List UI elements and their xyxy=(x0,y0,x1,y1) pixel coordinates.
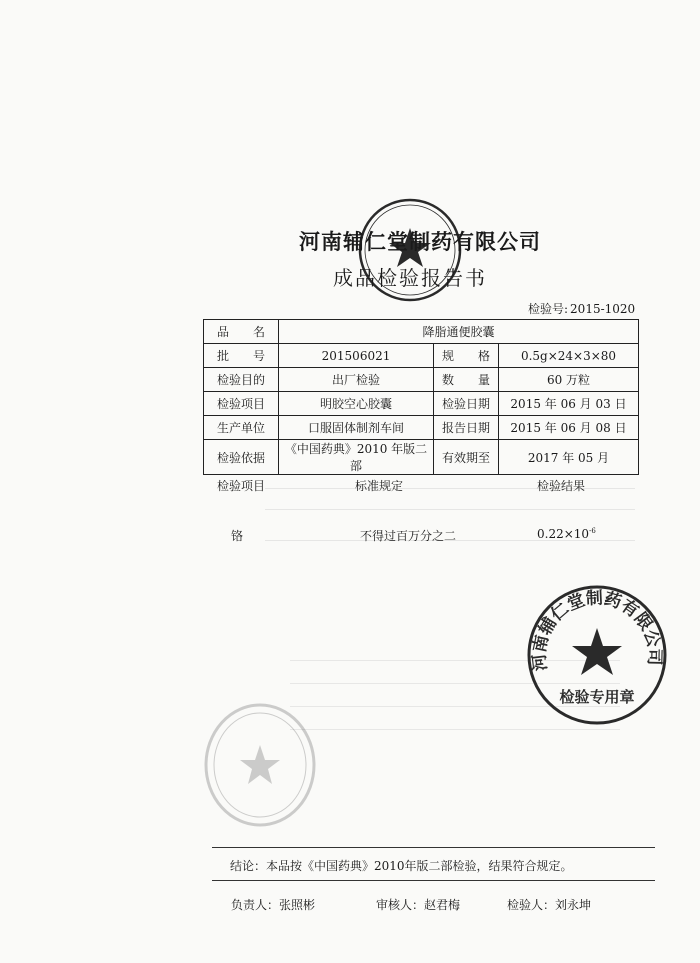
seal-sub-text: 检验专用章 xyxy=(559,688,635,706)
result-standard: 不得过百万分之二 xyxy=(360,529,457,543)
product-info-table xyxy=(203,319,639,475)
table-row xyxy=(204,416,639,440)
result-item: 铬 xyxy=(231,529,244,543)
reviewer-signature xyxy=(376,896,460,913)
table-row xyxy=(204,392,639,416)
table-row xyxy=(204,440,639,475)
expiry-label: 有效期至 xyxy=(434,440,499,475)
inspector-name: 刘永坤 xyxy=(555,898,592,912)
spec-label: 规 格 xyxy=(434,344,499,368)
company-name: 河南辅仁堂制药有限公司 xyxy=(299,229,541,254)
quantity-value: 60 万粒 xyxy=(499,368,639,392)
reviewer-label: 审核人： xyxy=(376,898,425,912)
test-item-label: 检验项目 xyxy=(204,392,279,416)
results-col-result: 检验结果 xyxy=(537,479,586,493)
test-date-label: 检验日期 xyxy=(434,392,499,416)
report-number-label: 检验号: xyxy=(528,302,569,316)
report-number xyxy=(526,300,635,317)
production-unit-label: 生产单位 xyxy=(204,416,279,440)
report-date-value: 2015 年 06 月 08 日 xyxy=(499,416,639,440)
purpose-label: 检验目的 xyxy=(204,368,279,392)
report-date-label: 报告日期 xyxy=(434,416,499,440)
test-basis-value: 《中国药典》2010 年版二部 xyxy=(279,440,434,475)
inspector-label: 检验人： xyxy=(507,898,556,912)
divider-bottom xyxy=(212,880,655,881)
batch-value: 201506021 xyxy=(279,344,434,368)
quantity-label: 数 量 xyxy=(434,368,499,392)
purpose-value: 出厂检验 xyxy=(279,368,434,392)
document-title: 成品检验报告书 xyxy=(333,266,487,290)
table-row xyxy=(204,368,639,392)
test-basis-label: 检验依据 xyxy=(204,440,279,475)
divider-top xyxy=(212,847,655,848)
spec-value: 0.5g×24×3×80 xyxy=(499,344,639,368)
chief-name: 张照彬 xyxy=(279,898,316,912)
product-name-label: 品 名 xyxy=(204,320,279,344)
chief-label: 负责人： xyxy=(231,898,280,912)
product-name-value: 降脂通便胶囊 xyxy=(279,320,639,344)
chief-signature xyxy=(231,896,315,913)
faded-seal xyxy=(200,700,320,830)
conclusion-text: 结论：本品按《中国药典》2010年版二部检验，结果符合规定。 xyxy=(230,859,573,873)
inspection-seal xyxy=(522,580,672,730)
reviewer-name: 赵君梅 xyxy=(424,898,461,912)
test-item-value: 明胶空心胶囊 xyxy=(279,392,434,416)
table-row xyxy=(204,320,639,344)
test-date-value: 2015 年 06 月 03 日 xyxy=(499,392,639,416)
seal-star-icon xyxy=(572,628,622,675)
result-value-exponent: -6 xyxy=(589,527,596,535)
result-value xyxy=(537,527,596,541)
results-col-standard: 标准规定 xyxy=(355,479,404,493)
result-value-base: 0.22×10 xyxy=(537,527,590,541)
table-row xyxy=(204,344,639,368)
production-unit-value: 口服固体制剂车间 xyxy=(279,416,434,440)
report-number-value: 2015-1020 xyxy=(570,302,636,316)
inspector-signature xyxy=(507,896,591,913)
expiry-value: 2017 年 05 月 xyxy=(499,440,639,475)
batch-label: 批 号 xyxy=(204,344,279,368)
seal-arc-text: 河南辅仁堂制药有限公司 xyxy=(529,588,665,672)
results-col-item: 检验项目 xyxy=(217,479,266,493)
